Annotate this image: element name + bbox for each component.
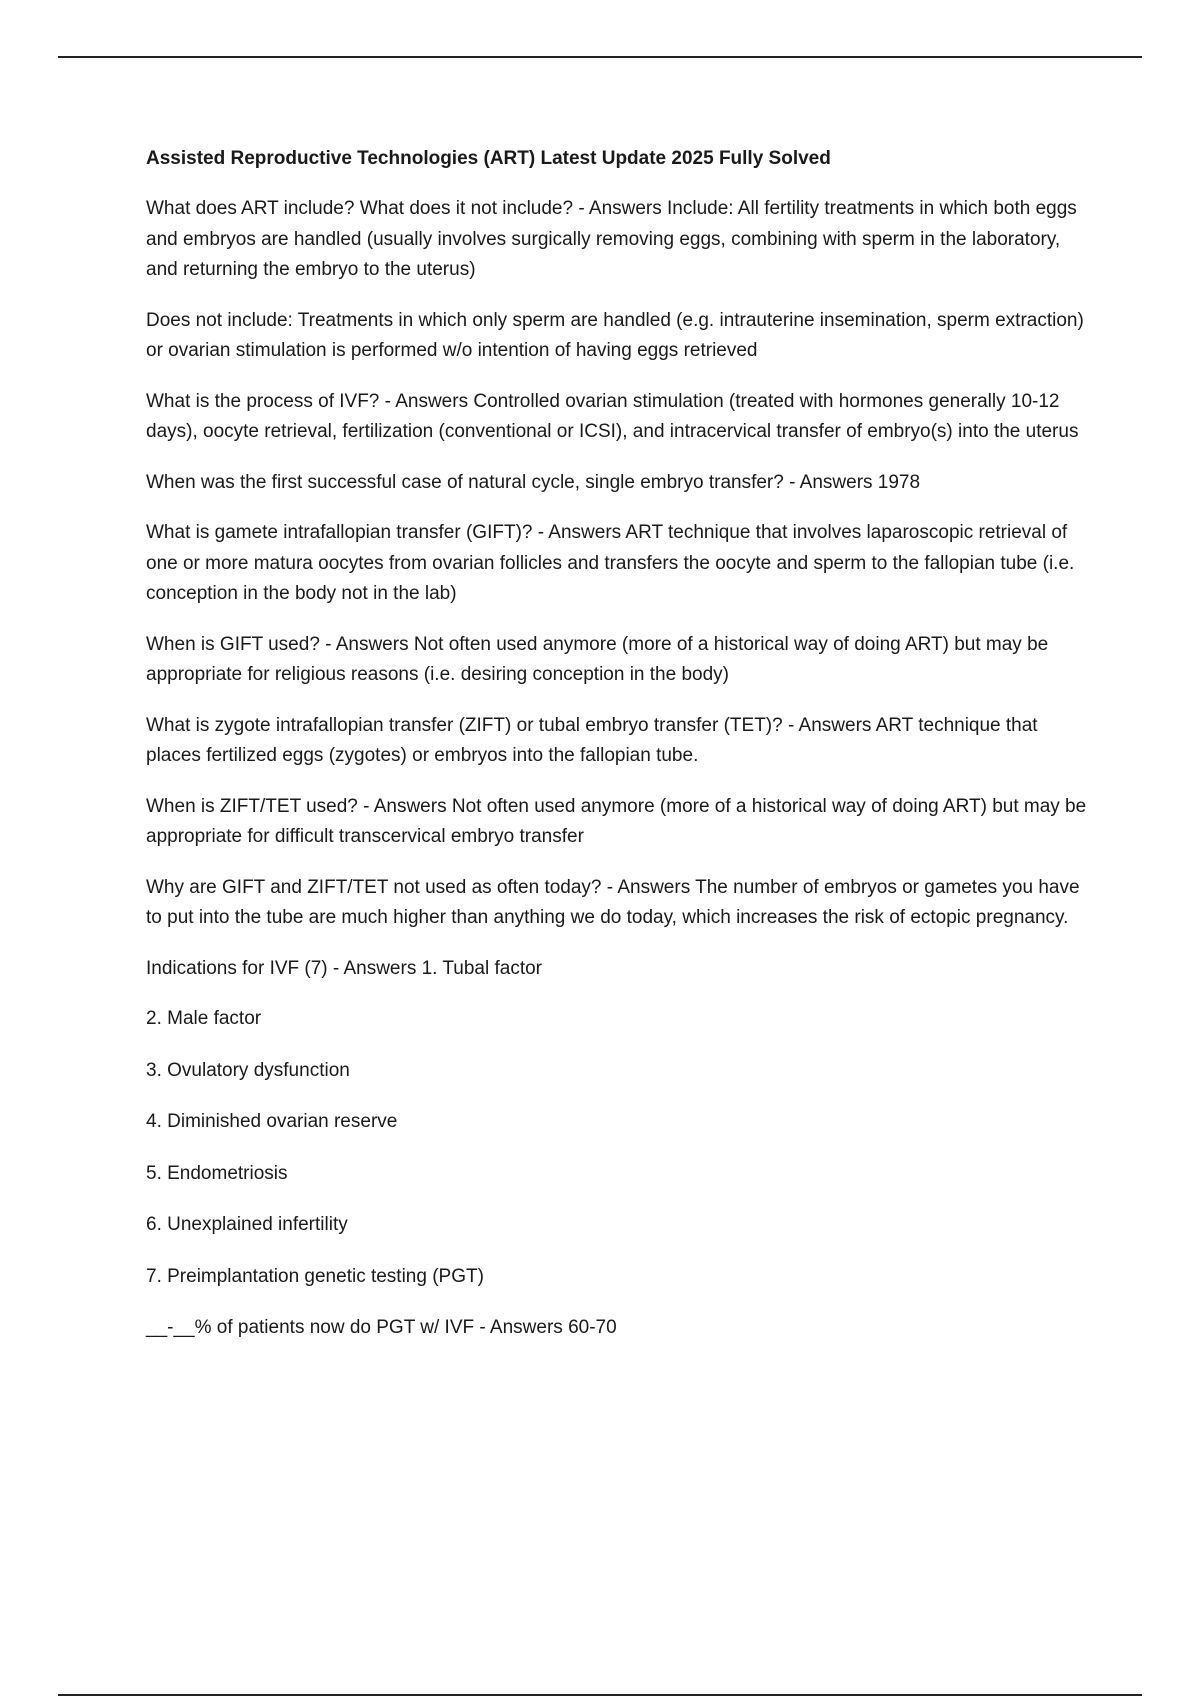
list-item: 4. Diminished ovarian reserve bbox=[146, 1111, 398, 1132]
header-rule bbox=[58, 56, 1142, 58]
qa-art-include: What does ART include? What does it not include? - Answers Include: All fertility treatments in which both eggs and embryos are handled (usually involves surgically removing eggs, combining with sperm in the laboratory, and returning the embryo to the uterus) bbox=[146, 198, 1077, 280]
qa-pgt-percentage: __-__% of patients now do PGT w/ IVF - Answers 60-70 bbox=[146, 1317, 617, 1338]
list-item: 2. Male factor bbox=[146, 1008, 262, 1029]
qa-first-success: When was the first successful case of natural cycle, single embryo transfer? - Answers 1978 bbox=[146, 471, 921, 493]
list-item: 7. Preimplantation genetic testing (PGT) bbox=[146, 1265, 484, 1287]
list-item: 5. Endometriosis bbox=[146, 1162, 288, 1184]
qa-gift-use: When is GIFT used? - Answers Not often used anymore (more of a historical way of doing ART) but may be appropriate for religious reasons (i.e. desiring conception in the body) bbox=[146, 633, 1049, 685]
footer-rule bbox=[58, 1694, 1142, 1696]
document-title: Assisted Reproductive Technologies (ART) Latest Update 2025 Fully Solved bbox=[146, 148, 831, 169]
qa-gift-zift-today: Why are GIFT and ZIFT/TET not used as often today? - Answers The number of embryos or gametes you have to put into the tube are much higher than anything we do today, which increases the risk of ectopic pregnancy. bbox=[146, 876, 1080, 928]
list-item: 6. Unexplained infertility bbox=[146, 1214, 348, 1235]
qa-art-not-include: Does not include: Treatments in which only sperm are handled (e.g. intrauterine insemination, sperm extraction) or ovarian stimulation is performed w/o intention of having eggs retrieved bbox=[146, 309, 1084, 361]
qa-gift-definition: What is gamete intrafallopian transfer (GIFT)? - Answers ART technique that involves laparoscopic retrieval of one or more matura oocytes from ovarian follicles and transfers the oocyte and sperm to the fallopian tube (i.e. conception in the body not in the lab) bbox=[146, 522, 1075, 604]
document-body bbox=[146, 144, 1090, 1364]
list-item: 3. Ovulatory dysfunction bbox=[146, 1059, 350, 1081]
qa-ivf-indications: Indications for IVF (7) - Answers 1. Tubal factor bbox=[146, 957, 542, 979]
qa-zift-use: When is ZIFT/TET used? - Answers Not often used anymore (more of a historical way of doing ART) but may be appropriate for difficult transcervical embryo transfer bbox=[146, 795, 1087, 847]
qa-zift-definition: What is zygote intrafallopian transfer (ZIFT) or tubal embryo transfer (TET)? - Answers ART technique that places fertilized eggs (zygotes) or embryos into the fallopian tube. bbox=[146, 714, 1038, 766]
qa-ivf-process: What is the process of IVF? - Answers Controlled ovarian stimulation (treated with hormones generally 10-12 days), oocyte retrieval, fertilization (conventional or ICSI), and intracervical transfer of embryo(s) into the uterus bbox=[146, 390, 1079, 442]
